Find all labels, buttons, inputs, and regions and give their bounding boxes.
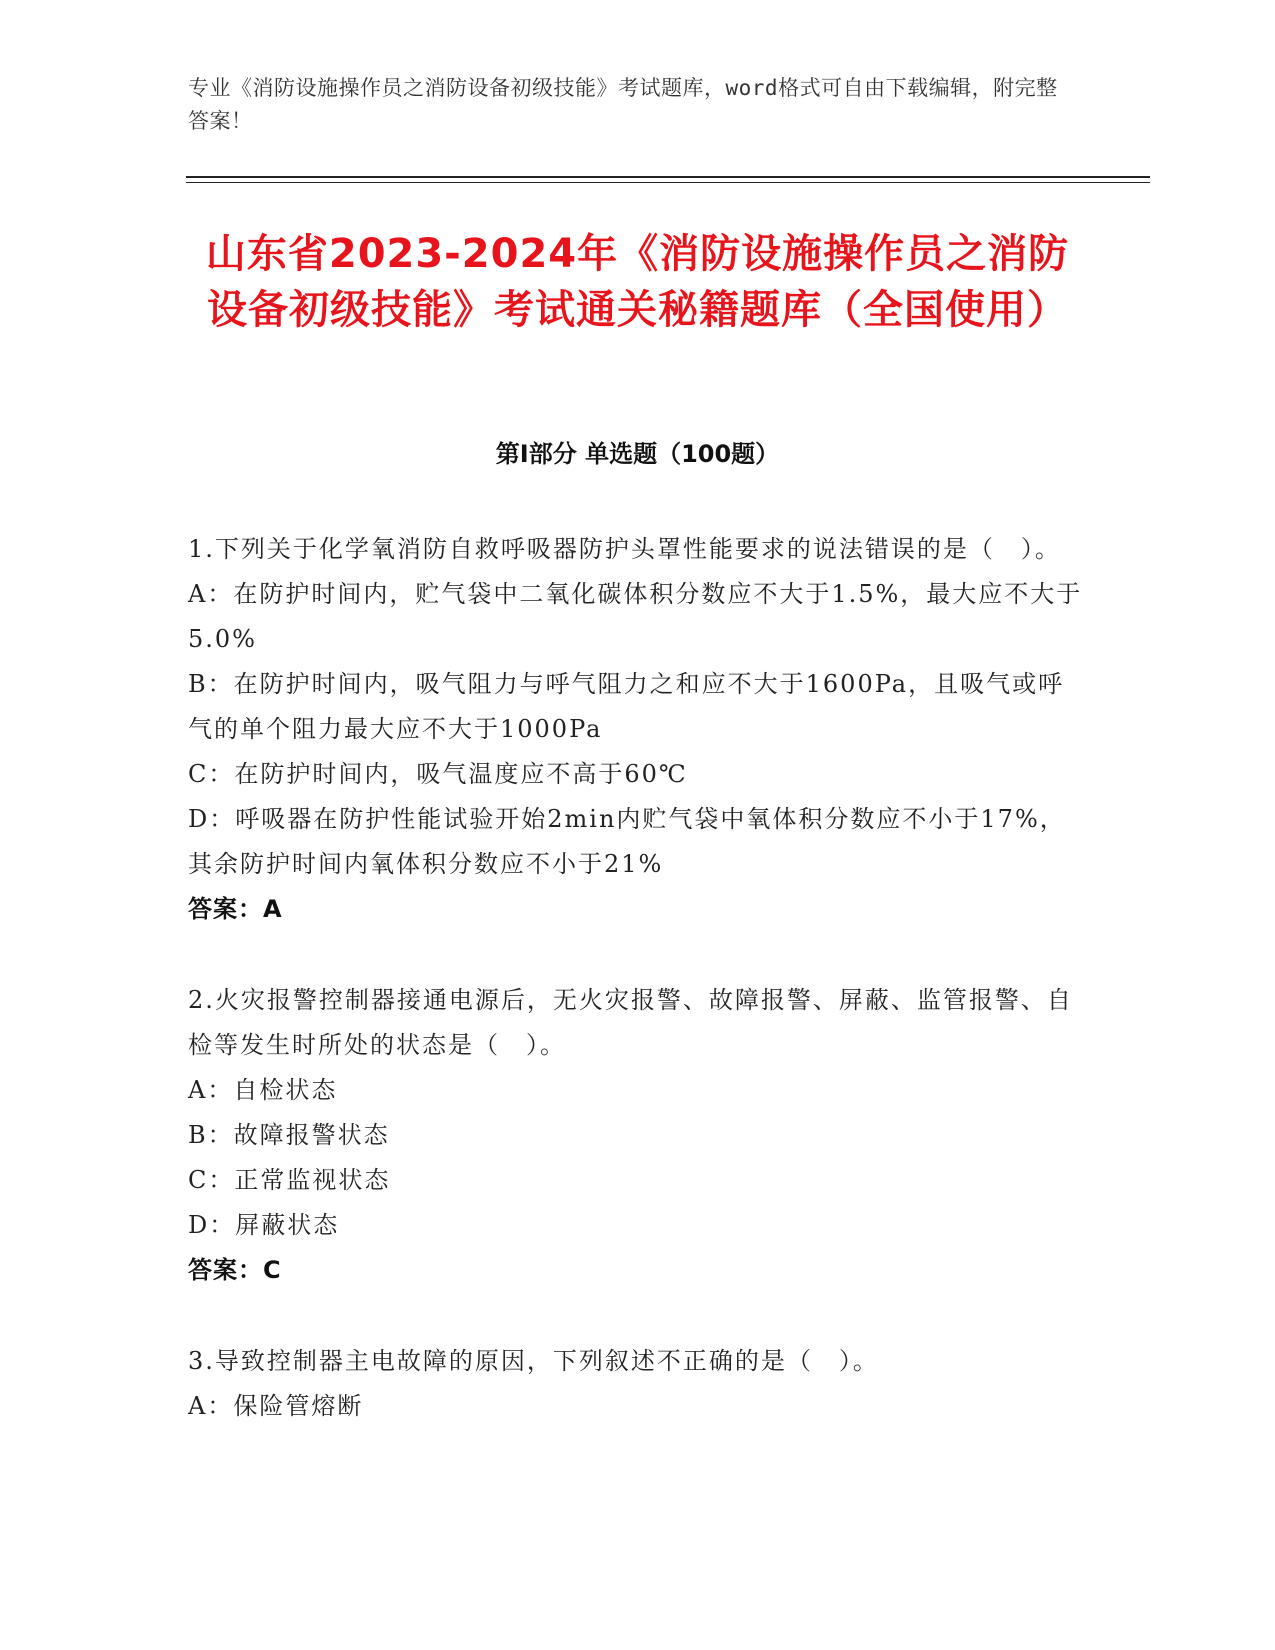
option-c: C：正常监视状态 <box>188 1166 391 1194</box>
option-d: D：呼吸器在防护性能试验开始2min内贮气袋中氧体积分数应不小于17%，其余防护时间内氧体积分数应不小于21% <box>188 805 1066 878</box>
question-text: 1.下列关于化学氧消防自救呼吸器防护头罩性能要求的说法错误的是（ ）。 <box>188 535 1061 563</box>
question-text: 2.火灾报警控制器接通电源后，无火灾报警、故障报警、屏蔽、监管报警、自检等发生时所处的状态是（ ）。 <box>188 986 1073 1059</box>
option-b: B：故障报警状态 <box>188 1121 390 1149</box>
question-list <box>188 527 1088 1475</box>
answer-label: 答案：A <box>188 895 283 923</box>
option-b: B：在防护时间内，吸气阻力与呼气阻力之和应不大于1600Pa，且吸气或呼气的单个阻力最大应不大于1000Pa <box>188 670 1065 743</box>
option-a: A：保险管熔断 <box>188 1392 364 1420</box>
answer-label: 答案：C <box>188 1256 282 1284</box>
option-c: C：在防护时间内，吸气温度应不高于60℃ <box>188 760 688 788</box>
option-a: A：自检状态 <box>188 1076 338 1104</box>
option-d: D：屏蔽状态 <box>188 1211 340 1239</box>
section-title: 第I部分 单选题（100题） <box>495 440 780 468</box>
option-a: A：在防护时间内，贮气袋中二氧化碳体积分数应不大于1.5%，最大应不大于5.0% <box>188 580 1083 653</box>
question-2 <box>188 978 1088 1293</box>
document-title: 山东省2023-2024年《消防设施操作员之消防设备初级技能》考试通关秘籍题库（全国使用） <box>205 231 1070 333</box>
question-3 <box>188 1339 1088 1429</box>
header-note: 专业《消防设施操作员之消防设备初级技能》考试题库，word格式可自由下载编辑，附完整答案！ <box>188 76 1058 133</box>
question-1 <box>188 527 1088 932</box>
header-divider-thin <box>186 182 1150 183</box>
question-text: 3.导致控制器主电故障的原因，下列叙述不正确的是（ ）。 <box>188 1347 879 1375</box>
header-divider-thick <box>186 176 1150 178</box>
